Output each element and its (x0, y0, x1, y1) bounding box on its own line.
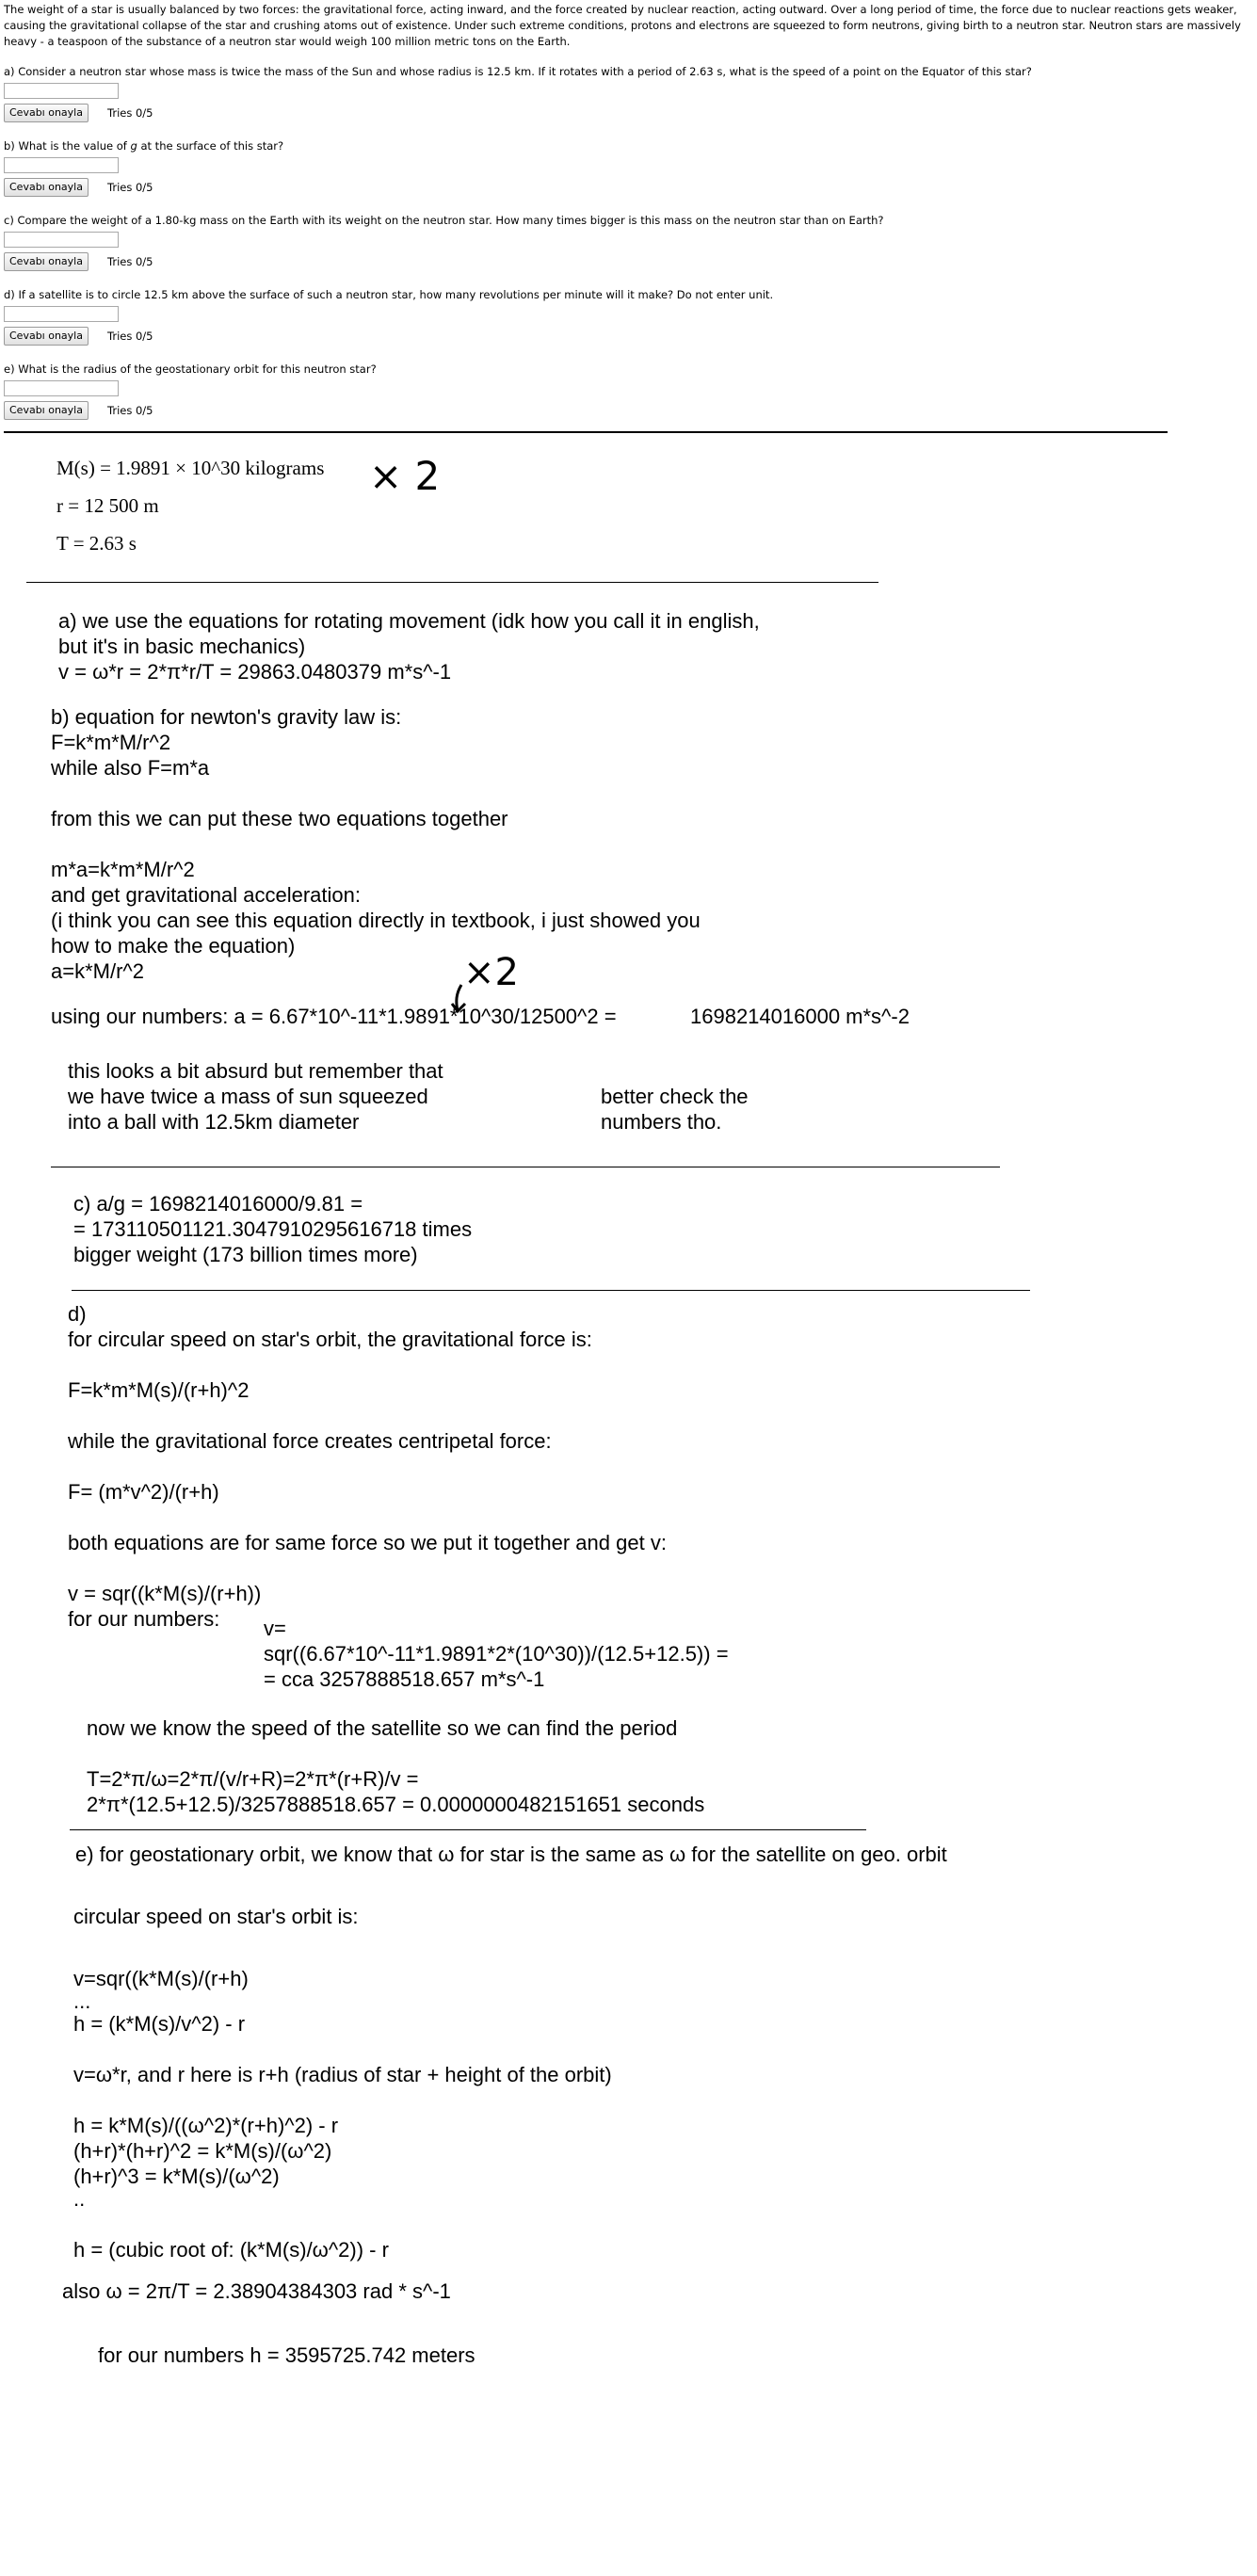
divider (26, 582, 878, 583)
answer-b-input[interactable] (4, 157, 119, 173)
handwritten-times-two (365, 450, 459, 499)
part-d-line-1: d) (68, 1302, 87, 1326)
tries-e: Tries 0/5 (107, 404, 153, 417)
tries-a: Tries 0/5 (107, 106, 153, 120)
part-b-line-8: and get gravitational acceleration: (51, 883, 361, 907)
part-b-result: 1698214016000 m*s^-2 (690, 1005, 910, 1028)
part-b-note-2: we have twice a mass of sun squeezed (68, 1085, 428, 1108)
part-d-for-numbers: for our numbers: (68, 1607, 220, 1631)
part-b-line-11: a=k*M/r^2 (51, 959, 144, 983)
part-c-line-2: = 173110501121.3047910295616718 times (73, 1217, 473, 1241)
part-b-note-3: into a ball with 12.5km diameter (68, 1110, 360, 1134)
submit-c-button[interactable]: Cevabı onayla (4, 252, 89, 271)
tries-d: Tries 0/5 (107, 330, 153, 343)
part-a-line-3: v = ω*r = 2*π*r/T = 29863.0480379 m*s^-1 (58, 660, 452, 684)
part-d-period-4: 2*π*(12.5+12.5)/3257888518.657 = 0.0000000482151651 seconds (87, 1793, 705, 1816)
part-a-line-1: a) we use the equations for rotating movement (idk how you call it in english, (58, 609, 760, 633)
part-d-line-2: for circular speed on star's orbit, the gravitational force is: (68, 1328, 592, 1351)
question-a-text: a) Consider a neutron star whose mass is twice the mass of the Sun and whose radius is 12.5 km. If it rotates with a period of 2.63 s, what is the speed of a point on the Equator of this star? (4, 65, 1032, 78)
submit-b-button[interactable]: Cevabı onayla (4, 178, 89, 197)
given-radius: r = 12 500 m (56, 494, 159, 517)
part-a-line-2: but it's in basic mechanics) (58, 635, 306, 658)
divider (72, 1290, 1030, 1291)
part-d-line-8: F= (m*v^2)/(r+h) (68, 1480, 219, 1504)
part-e-line-14: .. (73, 2187, 86, 2211)
part-b-line-7: m*a=k*m*M/r^2 (51, 858, 195, 881)
problem-intro: The weight of a star is usually balanced by two forces: the gravitational force, acting inward, and the force created by nuclear reaction, acting outward. Over a long period of time, the force due to nuclear reactions gets weaker, causing the gravitational collapse of the star and crushing atoms out of existence. Under such extreme conditions, protons and electrons are squeezed to form neutrons, giving birth to a neutron star. Neutron stars are massively heavy - a teaspoon of the substance of a neutron star would weigh 100 million metric tons on the Earth. (4, 3, 1241, 48)
part-d-calc-3: = cca 3257888518.657 m*s^-1 (264, 1667, 545, 1691)
answer-c-input[interactable] (4, 232, 119, 248)
question-c-text: c) Compare the weight of a 1.80-kg mass on the Earth with its weight on the neutron star. How many times bigger is this mass on the neutron star than on Earth? (4, 214, 884, 227)
given-mass: M(s) = 1.9891 × 10^30 kilograms (56, 457, 325, 479)
part-d-calc-1: v= (264, 1617, 286, 1640)
part-e-omega: also ω = 2π/T = 2.38904384303 rad * s^-1 (62, 2279, 451, 2303)
part-e-line-3: circular speed on star's orbit is: (73, 1905, 359, 1928)
question-b-text: b) What is the value of g at the surface of this star? (4, 139, 284, 153)
divider (4, 431, 1168, 433)
divider (70, 1829, 866, 1830)
part-b-line-3: while also F=m*a (51, 756, 210, 780)
answer-a-input[interactable] (4, 83, 119, 99)
handwritten-times-two-text: × 2 (369, 453, 441, 499)
handwritten-times-two-arrow-text: ×2 (463, 951, 519, 994)
part-b-line-1: b) equation for newton's gravity law is: (51, 705, 402, 729)
answer-e-input[interactable] (4, 380, 119, 396)
part-b-line-9: (i think you can see this equation directly in textbook, i just showed you (51, 909, 701, 932)
part-b-line-5: from this we can put these two equations together (51, 807, 508, 830)
question-d-text: d) If a satellite is to circle 12.5 km above the surface of such a neutron star, how many revolutions per minute will it make? Do not enter unit. (4, 288, 774, 301)
part-b-numbers: using our numbers: a = 6.67*10^-11*1.9891*10^30/12500^2 = (51, 1005, 617, 1028)
part-e-line-12: (h+r)*(h+r)^2 = k*M(s)/(ω^2) (73, 2139, 332, 2163)
submit-a-button[interactable]: Cevabı onayla (4, 104, 89, 122)
part-c-line-3: bigger weight (173 billion times more) (73, 1243, 418, 1266)
part-e-line-1: e) for geostationary orbit, we know that ω for star is the same as ω for the satellite on geo. orbit (75, 1843, 947, 1866)
part-c-line-1: c) a/g = 1698214016000/9.81 = (73, 1192, 363, 1216)
part-e-line-7: h = (k*M(s)/v^2) - r (73, 2012, 246, 2036)
part-d-period-3: T=2*π/ω=2*π/(v/r+R)=2*π*(r+R)/v = (87, 1767, 419, 1791)
submit-d-button[interactable]: Cevabı onayla (4, 327, 89, 346)
part-d-line-12: v = sqr((k*M(s)/(r+h)) (68, 1582, 262, 1605)
part-e-line-13: (h+r)^3 = k*M(s)/(ω^2) (73, 2165, 280, 2188)
part-e-line-11: h = k*M(s)/((ω^2)*(r+h)^2) - r (73, 2114, 339, 2137)
submit-e-button[interactable]: Cevabı onayla (4, 401, 89, 420)
part-d-line-6: while the gravitational force creates centripetal force: (68, 1429, 552, 1453)
part-e-line-16: h = (cubic root of: (k*M(s)/ω^2)) - r (73, 2238, 389, 2262)
part-b-note-1: this looks a bit absurd but remember that (68, 1059, 443, 1083)
part-b-line-2: F=k*m*M/r^2 (51, 731, 171, 754)
part-b-check-2: numbers tho. (601, 1110, 722, 1134)
part-d-calc-2: sqr((6.67*10^-11*1.9891*2*(10^30))/(12.5+12.5)) = (264, 1642, 729, 1666)
given-period: T = 2.63 s (56, 532, 137, 555)
tries-c: Tries 0/5 (107, 255, 153, 268)
part-d-period-1: now we know the speed of the satellite so we can find the period (87, 1716, 678, 1740)
tries-b: Tries 0/5 (107, 181, 153, 194)
part-e-line-9: v=ω*r, and r here is r+h (radius of star + height of the orbit) (73, 2063, 612, 2086)
part-e-line-6: ... (73, 1989, 91, 2013)
part-d-line-10: both equations are for same force so we put it together and get v: (68, 1531, 667, 1554)
answer-d-input[interactable] (4, 306, 119, 322)
part-b-check-1: better check the (601, 1085, 749, 1108)
part-d-line-4: F=k*m*M(s)/(r+h)^2 (68, 1378, 250, 1402)
part-e-line-5: v=sqr((k*M(s)/(r+h) (73, 1967, 249, 1990)
part-b-line-10: how to make the equation) (51, 934, 296, 958)
part-e-result: for our numbers h = 3595725.742 meters (98, 2343, 475, 2367)
question-e-text: e) What is the radius of the geostationary orbit for this neutron star? (4, 362, 377, 376)
